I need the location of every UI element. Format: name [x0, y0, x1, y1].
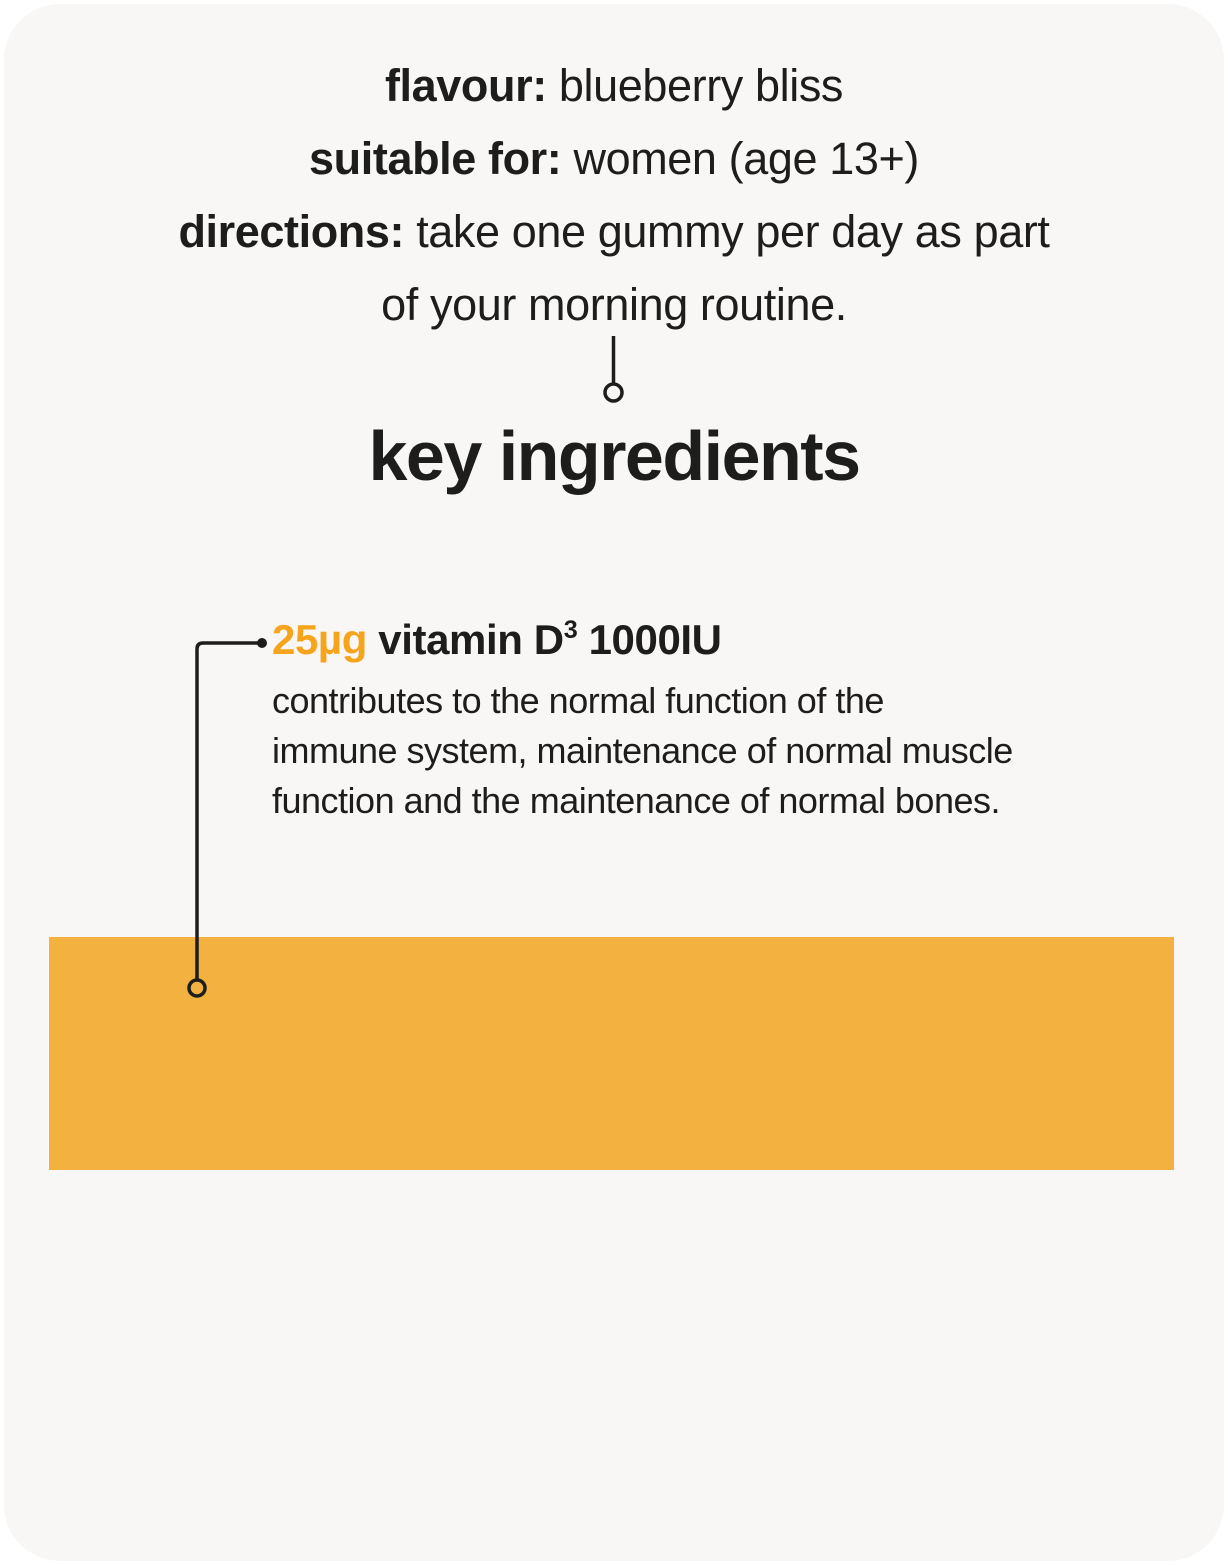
ingredient-unit: 1000IU — [577, 616, 722, 663]
ingredient-superscript: 3 — [563, 615, 578, 644]
ingredient-description-line: immune system, maintenance of normal muscle — [272, 730, 1013, 771]
lead-end-circle — [189, 980, 205, 996]
flavour-line — [4, 49, 1224, 122]
directions-line-1 — [4, 195, 1224, 268]
suitable-for-line — [4, 122, 1224, 195]
ingredient-title — [272, 616, 722, 664]
directions-value-1: take one gummy per day as part — [404, 206, 1050, 257]
suitable-for-value: women (age 13+) — [561, 133, 919, 184]
ingredient-description-line: function and the maintenance of normal bones. — [272, 780, 1000, 821]
ingredient-description — [272, 676, 1013, 826]
ingredient-amount: 25µg — [272, 616, 367, 663]
ingredient-description-line: contributes to the normal function of the — [272, 680, 884, 721]
flavour-value: blueberry bliss — [546, 60, 844, 111]
suitable-for-label: suitable for: — [309, 133, 562, 184]
directions-value-2: of your morning routine. — [381, 279, 847, 330]
flavour-label: flavour: — [384, 60, 547, 111]
product-info-block — [4, 49, 1224, 341]
ingredient-name: vitamin D — [366, 616, 564, 663]
ingredient-lead-connector-icon — [185, 630, 277, 1006]
product-info-card — [4, 4, 1224, 1561]
section-title: key ingredients — [368, 417, 860, 495]
directions-label: directions: — [178, 206, 405, 257]
pin-connector-icon — [598, 330, 630, 406]
